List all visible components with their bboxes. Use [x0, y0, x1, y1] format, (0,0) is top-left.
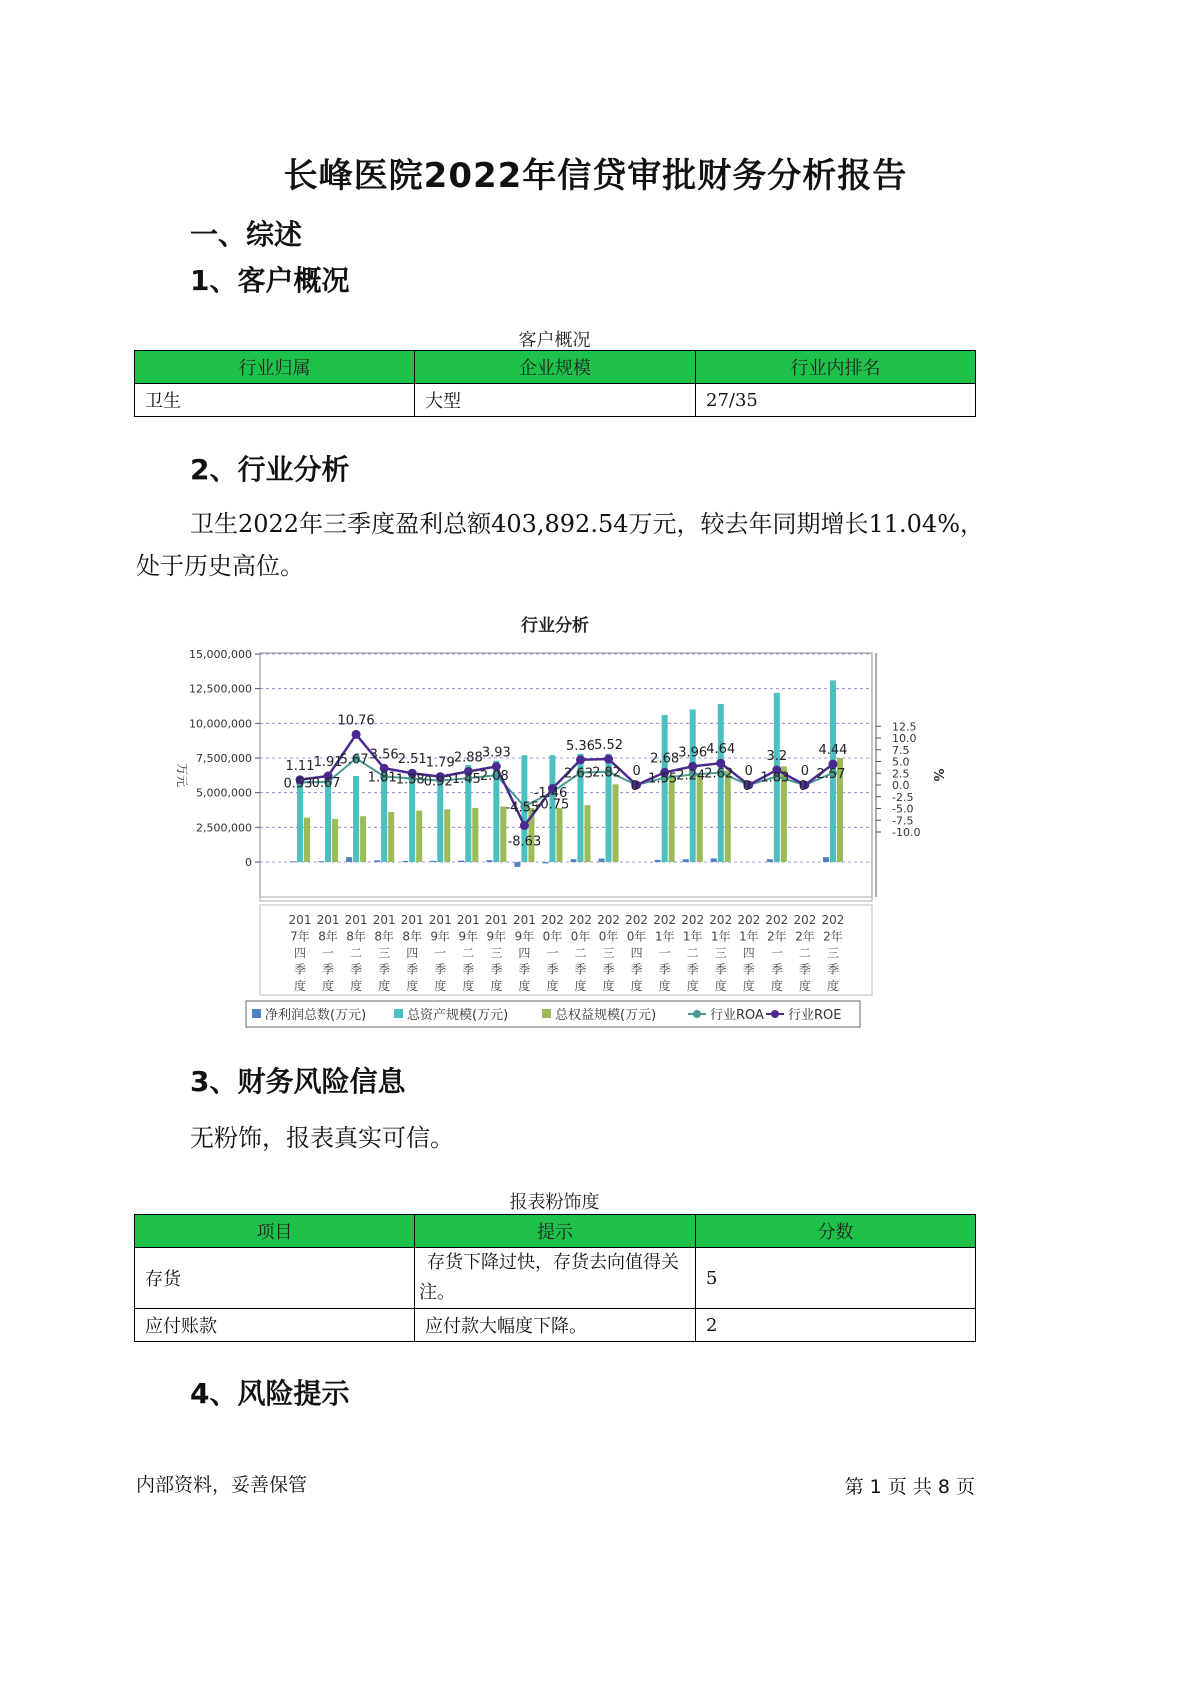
cell-hint-line2: 注。 — [419, 1282, 455, 1303]
x-tick-label: 202 — [597, 913, 621, 927]
roe-data-label: 3.2 — [766, 748, 788, 764]
x-tick-label: 0年 — [542, 929, 563, 944]
x-tick-label: 1年 — [682, 929, 703, 944]
roa-data-label: 5.67 — [339, 752, 369, 768]
cell-hint: 应付款大幅度下降。 — [415, 1309, 696, 1342]
x-tick-label: 季 — [714, 962, 727, 977]
legend-swatch — [252, 1009, 261, 1018]
net-profit-bar — [346, 857, 352, 862]
legend-label: 总资产规模(万元) — [407, 1008, 509, 1023]
roe-data-label: 2.88 — [453, 750, 483, 766]
cell-hint — [415, 1248, 696, 1309]
roe-data-label: 3.96 — [678, 745, 708, 761]
y-tick-label: 10,000,000 — [189, 717, 252, 731]
roa-data-label: -4.55 — [505, 800, 540, 816]
x-tick-label: 9年 — [486, 929, 507, 944]
x-tick-label: 202 — [793, 913, 817, 927]
x-tick-label: 7年 — [290, 929, 310, 944]
header-item: 项目 — [135, 1215, 415, 1248]
legend-label: 行业ROE — [788, 1008, 842, 1023]
client-table-caption: 客户概况 — [518, 330, 591, 351]
x-tick-label: 度 — [322, 979, 335, 993]
cell-industry: 卫生 — [135, 384, 415, 417]
x-tick-label: 四 — [406, 946, 419, 960]
roa-data-label: 1.83 — [760, 770, 790, 786]
net-profit-bar — [318, 861, 324, 862]
net-profit-bar — [599, 859, 605, 862]
cell-score: 5 — [696, 1248, 976, 1309]
x-tick-label: 2年 — [823, 929, 843, 944]
y2-tick-label: 5.0 — [892, 755, 910, 769]
y-tick-label: 2,500,000 — [196, 821, 252, 835]
roa-data-label: -1.46 — [533, 785, 568, 801]
x-tick-label: 2年 — [767, 929, 787, 944]
roa-data-label: 1.38 — [395, 772, 425, 788]
x-tick-label: 202 — [540, 913, 564, 927]
y2-tick-label: 7.5 — [892, 743, 910, 757]
roa-data-label: 0 — [798, 779, 808, 794]
x-tick-label: 四 — [293, 946, 307, 960]
roe-data-label: 4.64 — [706, 742, 736, 758]
risk-table-caption: 报表粉饰度 — [509, 1192, 600, 1213]
roe-point — [352, 730, 361, 739]
roa-data-label: 1.55 — [648, 771, 678, 787]
header-scale: 企业规模 — [415, 351, 696, 384]
x-tick-label: 202 — [681, 913, 705, 927]
roe-data-label: 1.11 — [285, 758, 315, 774]
x-tick-label: 季 — [322, 962, 335, 977]
x-tick-label: 季 — [574, 962, 587, 977]
x-tick-label: 度 — [546, 979, 559, 993]
section-heading-overview: 一、综述 — [190, 218, 303, 251]
total-equity-bar — [416, 811, 422, 862]
x-tick-label: 二 — [798, 946, 811, 960]
x-tick-label: 202 — [653, 913, 677, 927]
x-tick-label: 季 — [742, 962, 755, 977]
total-equity-bar — [613, 784, 619, 862]
x-tick-label: 季 — [546, 962, 559, 977]
roa-data-label: 2.62 — [704, 766, 734, 782]
roe-data-label: 2.68 — [650, 751, 680, 767]
x-tick-label: 202 — [737, 913, 761, 927]
net-profit-bar — [823, 857, 829, 862]
x-tick-label: 202 — [765, 913, 789, 927]
roe-data-label: 0 — [632, 764, 641, 779]
legend-label: 行业ROA — [710, 1008, 764, 1023]
table-header-row — [135, 1215, 976, 1248]
footer-page-number: 第 1 页 共 8 页 — [844, 1476, 975, 1498]
industry-analysis-chart — [150, 605, 970, 1040]
x-tick-label: 9年 — [458, 929, 479, 944]
net-profit-bar — [430, 861, 436, 862]
x-tick-label: 1年 — [738, 929, 759, 944]
net-profit-bar — [374, 860, 380, 862]
x-tick-label: 二 — [462, 946, 475, 960]
y2-tick-label: 2.5 — [892, 767, 910, 781]
x-tick-label: 二 — [686, 946, 699, 960]
x-tick-label: 季 — [293, 962, 307, 977]
total-equity-bar — [332, 819, 338, 862]
x-tick-label: 度 — [742, 979, 755, 993]
x-tick-label: 度 — [798, 979, 811, 993]
roe-data-label: 1.91 — [313, 755, 343, 771]
total-equity-bar — [360, 816, 366, 862]
y-tick-label: 0 — [245, 856, 252, 869]
y2-tick-label: -5.0 — [892, 802, 914, 816]
section-heading-risk-warning: 4、风险提示 — [190, 1377, 350, 1410]
roe-data-label: -0.75 — [535, 797, 570, 813]
roa-data-label: 2.82 — [592, 765, 622, 781]
table-row — [135, 1248, 976, 1309]
x-tick-label: 202 — [709, 913, 733, 927]
x-tick-label: 四 — [630, 946, 643, 960]
roe-point — [520, 821, 529, 830]
x-tick-label: 度 — [658, 979, 671, 993]
x-tick-label: 三 — [826, 946, 839, 960]
roa-data-label: 2.08 — [479, 769, 509, 785]
risk-text: 无粉饰，报表真实可信。 — [190, 1124, 454, 1152]
roe-point — [576, 755, 585, 764]
x-tick-label: 度 — [490, 979, 503, 993]
header-industry: 行业归属 — [135, 351, 415, 384]
roe-data-label: 4.44 — [818, 743, 848, 759]
x-tick-label: 季 — [406, 962, 419, 977]
x-tick-label: 201 — [400, 913, 424, 927]
x-tick-label: 度 — [770, 979, 783, 993]
roe-data-label: 5.52 — [594, 738, 624, 754]
y-axis-label: 万元 — [175, 762, 189, 788]
net-profit-bar — [767, 859, 773, 862]
x-tick-label: 季 — [686, 962, 699, 977]
roe-data-label: 5.36 — [566, 738, 595, 754]
x-tick-label: 季 — [490, 962, 503, 977]
x-tick-label: 2年 — [795, 929, 815, 944]
y-tick-label: 7,500,000 — [196, 752, 252, 765]
page-title: 长峰医院2022年信贷审批财务分析报告 — [283, 156, 908, 196]
total-assets-bar — [718, 704, 724, 862]
x-tick-label: 季 — [350, 962, 363, 977]
x-tick-label: 季 — [378, 962, 391, 977]
x-tick-label: 201 — [428, 913, 452, 927]
x-tick-label: 度 — [826, 979, 839, 993]
roe-data-label: 0 — [800, 764, 810, 779]
header-rank: 行业内排名 — [696, 351, 976, 384]
x-tick-label: 季 — [658, 962, 671, 977]
section-heading-industry: 2、行业分析 — [190, 453, 350, 486]
x-tick-label: 8年 — [374, 929, 394, 944]
x-tick-label: 三 — [602, 946, 615, 960]
net-profit-bar — [655, 860, 661, 862]
x-tick-label: 一 — [434, 946, 447, 960]
x-tick-label: 201 — [344, 913, 368, 927]
y2-axis-label: % — [930, 768, 945, 782]
window-dressing-table — [134, 1214, 976, 1342]
x-tick-label: 三 — [490, 946, 503, 960]
plot-bottom-strip — [260, 897, 872, 901]
x-tick-label: 度 — [686, 979, 699, 993]
x-tick-label: 201 — [456, 913, 480, 927]
chart-title: 行业分析 — [521, 616, 589, 636]
x-tick-label: 一 — [322, 946, 335, 960]
net-profit-bar — [683, 859, 689, 862]
roe-data-label: 2.51 — [397, 752, 427, 768]
x-tick-label: 三 — [378, 946, 391, 960]
x-tick-label: 季 — [462, 962, 475, 977]
y2-tick-label: 12.5 — [892, 720, 917, 734]
x-tick-label: 一 — [658, 946, 671, 960]
x-tick-label: 二 — [350, 946, 363, 960]
y2-tick-label: 10.0 — [892, 732, 917, 745]
roe-data-label: 10.76 — [337, 713, 375, 729]
total-assets-bar — [690, 709, 696, 862]
total-equity-bar — [585, 805, 591, 862]
section-heading-client-overview: 1、客户概况 — [190, 264, 350, 297]
x-tick-label: 度 — [602, 979, 615, 993]
x-tick-label: 202 — [569, 913, 592, 927]
legend-swatch — [394, 1009, 403, 1018]
roa-data-label: 0.67 — [311, 775, 341, 791]
total-equity-bar — [304, 818, 310, 862]
section-heading-financial-risk: 3、财务风险信息 — [190, 1065, 406, 1098]
roe-data-label: 3.93 — [481, 745, 511, 761]
x-tick-label: 度 — [462, 979, 475, 993]
roa-data-label: 1.45 — [451, 772, 481, 788]
total-equity-bar — [472, 808, 478, 862]
x-tick-label: 季 — [602, 962, 615, 977]
x-tick-label: 季 — [518, 962, 531, 977]
x-tick-label: 0年 — [570, 929, 591, 944]
y2-tick-label: -10.0 — [892, 826, 921, 839]
y-tick-label: 15,000,000 — [189, 648, 252, 661]
total-equity-bar — [669, 775, 675, 862]
cell-hint-line1: 存货下降过快，存货去向值得关 — [427, 1252, 679, 1273]
x-tick-label: 度 — [518, 979, 531, 993]
total-assets-bar — [353, 776, 359, 862]
roa-data-label: 2.63 — [564, 766, 593, 782]
x-tick-label: 度 — [630, 979, 643, 993]
x-tick-label: 201 — [372, 913, 396, 927]
roa-data-label: 0.92 — [423, 774, 453, 790]
y2-tick-label: -7.5 — [892, 814, 914, 828]
y2-tick-label: 0.0 — [892, 779, 910, 792]
x-tick-label: 201 — [288, 913, 312, 927]
roa-data-label: 1.81 — [367, 770, 397, 786]
roa-data-label: 0 — [630, 779, 639, 794]
net-profit-bar — [542, 862, 548, 863]
x-tick-label: 二 — [574, 946, 587, 960]
industry-text-line2: 处于历史高位。 — [136, 552, 304, 580]
x-tick-label: 8年 — [402, 929, 423, 944]
y-tick-label: 5,000,000 — [196, 786, 252, 800]
x-tick-label: 一 — [770, 946, 783, 960]
roe-data-label: 3.56 — [369, 747, 399, 763]
roa-data-label: 0 — [742, 779, 751, 794]
x-tick-label: 度 — [406, 979, 419, 993]
x-tick-label: 度 — [350, 979, 363, 993]
x-tick-label: 季 — [798, 962, 811, 977]
header-score: 分数 — [696, 1215, 976, 1248]
roa-data-label: 2.57 — [816, 766, 846, 782]
legend-marker — [693, 1010, 701, 1018]
total-assets-bar — [662, 715, 668, 862]
roa-data-label: 2.24 — [676, 768, 706, 784]
header-hint: 提示 — [415, 1215, 696, 1248]
x-tick-label: 一 — [546, 946, 559, 960]
x-tick-label: 度 — [378, 979, 391, 993]
cell-rank: 27/35 — [696, 384, 976, 417]
x-tick-label: 8年 — [346, 929, 366, 944]
x-tick-label: 202 — [625, 913, 649, 927]
total-equity-bar — [697, 775, 703, 862]
table-row — [135, 1309, 976, 1342]
net-profit-bar — [402, 861, 408, 862]
total-equity-bar — [725, 770, 731, 862]
cell-item: 存货 — [135, 1248, 415, 1309]
y-tick-label: 12,500,000 — [189, 682, 252, 696]
client-overview-table — [134, 350, 976, 417]
legend-label: 净利润总数(万元) — [265, 1008, 367, 1023]
legend-label: 总权益规模(万元) — [555, 1008, 657, 1023]
roa-data-label: 0.53 — [283, 776, 313, 792]
x-tick-label: 9年 — [430, 929, 451, 944]
x-tick-label: 季 — [770, 962, 783, 977]
x-tick-label: 201 — [512, 913, 536, 927]
legend-swatch — [542, 1009, 551, 1018]
roe-point — [604, 755, 613, 764]
x-tick-label: 三 — [714, 946, 727, 960]
total-equity-bar — [388, 812, 394, 862]
x-tick-label: 季 — [630, 962, 643, 977]
y2-tick-label: -2.5 — [892, 790, 914, 804]
x-tick-label: 季 — [826, 962, 839, 977]
cell-score: 2 — [696, 1309, 976, 1342]
roe-data-label: 1.79 — [425, 755, 455, 771]
x-tick-label: 0年 — [626, 929, 647, 944]
net-profit-bar — [711, 858, 717, 862]
x-tick-label: 四 — [742, 946, 755, 960]
roe-data-label: 0 — [744, 764, 753, 779]
total-assets-bar — [325, 783, 331, 862]
x-tick-label: 8年 — [318, 929, 338, 944]
x-tick-label: 季 — [434, 962, 447, 977]
net-profit-bar — [290, 861, 296, 862]
cell-scale: 大型 — [415, 384, 696, 417]
x-tick-label: 度 — [434, 979, 447, 993]
x-tick-label: 四 — [518, 946, 531, 960]
net-profit-bar — [486, 860, 492, 862]
net-profit-bar — [571, 859, 577, 862]
cell-item: 应付账款 — [135, 1309, 415, 1342]
x-tick-label: 0年 — [598, 929, 619, 944]
net-profit-bar — [458, 861, 464, 862]
roe-data-label: -8.63 — [507, 834, 542, 850]
x-tick-label: 9年 — [514, 929, 535, 944]
x-tick-label: 1年 — [710, 929, 731, 944]
legend-marker — [771, 1010, 779, 1018]
total-equity-bar — [444, 809, 450, 862]
x-tick-label: 度 — [574, 979, 587, 993]
x-tick-label: 度 — [293, 979, 307, 993]
total-equity-bar — [556, 808, 562, 862]
table-header-row — [135, 351, 976, 384]
industry-text-line1: 卫生2022年三季度盈利总额403,892.54万元，较去年同期增长11.04%， — [190, 510, 985, 538]
net-profit-bar — [514, 862, 520, 867]
x-tick-label: 202 — [821, 913, 845, 927]
x-tick-label: 度 — [714, 979, 727, 993]
x-tick-label: 201 — [484, 913, 508, 927]
x-tick-label: 201 — [316, 913, 340, 927]
x-tick-label: 1年 — [654, 929, 675, 944]
table-row — [135, 384, 976, 417]
footer-confidential: 内部资料，妥善保管 — [136, 1474, 308, 1496]
